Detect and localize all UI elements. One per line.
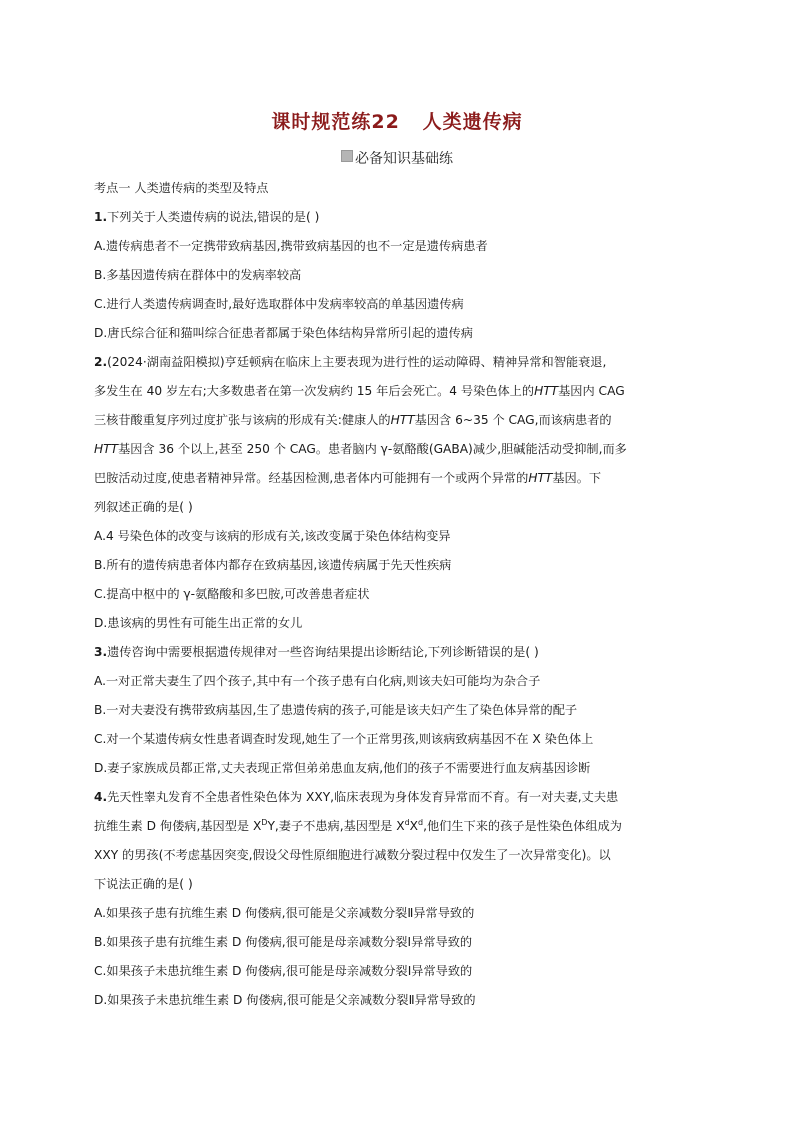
question-2-stem-line-1 bbox=[94, 352, 700, 381]
question-text: 先天性睾丸发育不全患者性染色体为 XXY,临床表现为身体发育异常而不育。有一对夫妻,丈夫患 bbox=[107, 790, 619, 804]
question-text: 遗传咨询中需要根据遗传规律对一些咨询结果提出诊断结论,下列诊断错误的是( ) bbox=[107, 645, 539, 659]
q2-option-b: B.所有的遗传病患者体内都存在致病基因,该遗传病属于先天性疾病 bbox=[94, 558, 452, 572]
q1-option-a: A.遗传病患者不一定携带致病基因,携带致病基因的也不一定是遗传病患者 bbox=[94, 239, 488, 253]
gene-name: HTT bbox=[94, 442, 119, 456]
question-number: 4. bbox=[94, 790, 108, 804]
allele-superscript: d bbox=[404, 817, 410, 827]
allele-superscript: D bbox=[261, 817, 268, 827]
question-1-stem bbox=[94, 207, 700, 236]
topic-heading: 考点一 人类遗传病的类型及特点 bbox=[94, 181, 269, 195]
q3-option-d: D.妻子家族成员都正常,丈夫表现正常但弟弟患血友病,他们的孩子不需要进行血友病基因诊断 bbox=[94, 761, 591, 775]
q4-option-c: C.如果孩子未患抗维生素 D 佝偻病,很可能是母亲减数分裂Ⅰ异常导致的 bbox=[94, 964, 473, 978]
q1-option-d: D.唐氏综合征和猫叫综合征患者都属于染色体结构异常所引起的遗传病 bbox=[94, 326, 473, 340]
question-4-stem-line-2 bbox=[94, 816, 700, 845]
question-3-stem bbox=[94, 642, 700, 671]
question-4-stem-line-4: 下说法正确的是( ) bbox=[94, 877, 193, 891]
question-4-stem-line-3: XXY 的男孩(不考虑基因突变,假设父母性原细胞进行减数分裂过程中仅发生了一次异常变化)。以 bbox=[94, 848, 611, 862]
question-4-stem-line-1 bbox=[94, 787, 700, 816]
section-heading-text: 必备知识基础练 bbox=[355, 151, 453, 167]
question-text: X bbox=[409, 819, 419, 833]
gene-name: HTT bbox=[534, 384, 559, 398]
question-number: 1. bbox=[94, 210, 108, 224]
q1-option-b: B.多基因遗传病在群体中的发病率较高 bbox=[94, 268, 302, 282]
question-text: (2024·湖南益阳模拟)亨廷顿病在临床上主要表现为进行性的运动障碍、精神异常和智能衰退, bbox=[107, 355, 607, 369]
question-text: 抗维生素 D 佝偻病,基因型是 X bbox=[94, 819, 262, 833]
section-heading bbox=[0, 148, 794, 168]
question-text: 基因内 CAG bbox=[558, 384, 625, 398]
page-title: 课时规范练22 人类遗传病 bbox=[271, 111, 523, 133]
question-2-stem-line-2 bbox=[94, 381, 700, 410]
question-2-stem-line-6: 列叙述正确的是( ) bbox=[94, 500, 193, 514]
q1-option-c: C.进行人类遗传病调查时,最好选取群体中发病率较高的单基因遗传病 bbox=[94, 297, 464, 311]
question-text: ,他们生下来的孩子是性染色体组成为 bbox=[423, 819, 622, 833]
gene-name: HTT bbox=[390, 413, 415, 427]
question-text: 基因含 36 个以上,甚至 250 个 CAG。患者脑内 γ-氨酪酸(GABA)减少,胆碱能活动受抑制,而多 bbox=[118, 442, 627, 456]
question-2-stem-line-4 bbox=[94, 439, 700, 468]
question-2-stem-line-3 bbox=[94, 410, 700, 439]
allele-superscript: d bbox=[418, 817, 424, 827]
question-number: 3. bbox=[94, 645, 108, 659]
q3-option-b: B.一对夫妻没有携带致病基因,生了患遗传病的孩子,可能是该夫妇产生了染色体异常的配子 bbox=[94, 703, 578, 717]
question-text: Y,妻子不患病,基因型是 X bbox=[267, 819, 405, 833]
section-marker-icon bbox=[341, 150, 353, 162]
question-number: 2. bbox=[94, 355, 108, 369]
question-text: 基因。下 bbox=[552, 471, 602, 485]
q3-option-a: A.一对正常夫妻生了四个孩子,其中有一个孩子患有白化病,则该夫妇可能均为杂合子 bbox=[94, 674, 541, 688]
question-list bbox=[94, 178, 700, 1019]
q4-option-a: A.如果孩子患有抗维生素 D 佝偻病,很可能是父亲减数分裂Ⅱ异常导致的 bbox=[94, 906, 475, 920]
q4-option-d: D.如果孩子未患抗维生素 D 佝偻病,很可能是父亲减数分裂Ⅱ异常导致的 bbox=[94, 993, 476, 1007]
question-2-stem-line-5 bbox=[94, 468, 700, 497]
question-text: 多发生在 40 岁左右;大多数患者在第一次发病约 15 年后会死亡。4 号染色体上的 bbox=[94, 384, 535, 398]
q2-option-c: C.提高中枢中的 γ-氨酪酸和多巴胺,可改善患者症状 bbox=[94, 587, 370, 601]
q4-option-b: B.如果孩子患有抗维生素 D 佝偻病,很可能是母亲减数分裂Ⅰ异常导致的 bbox=[94, 935, 473, 949]
question-text: 下列关于人类遗传病的说法,错误的是( ) bbox=[107, 210, 320, 224]
question-text: 三核苷酸重复序列过度扩张与该病的形成有关:健康人的 bbox=[94, 413, 391, 427]
q3-option-c: C.对一个某遗传病女性患者调查时发现,她生了一个正常男孩,则该病致病基因不在 X 染色体上 bbox=[94, 732, 594, 746]
question-text: 巴胺活动过度,使患者精神异常。经基因检测,患者体内可能拥有一个或两个异常的 bbox=[94, 471, 529, 485]
question-text: 基因含 6~35 个 CAG,而该病患者的 bbox=[414, 413, 612, 427]
gene-name: HTT bbox=[528, 471, 553, 485]
q2-option-a: A.4 号染色体的改变与该病的形成有关,该改变属于染色体结构变异 bbox=[94, 529, 451, 543]
q2-option-d: D.患该病的男性有可能生出正常的女儿 bbox=[94, 616, 303, 630]
